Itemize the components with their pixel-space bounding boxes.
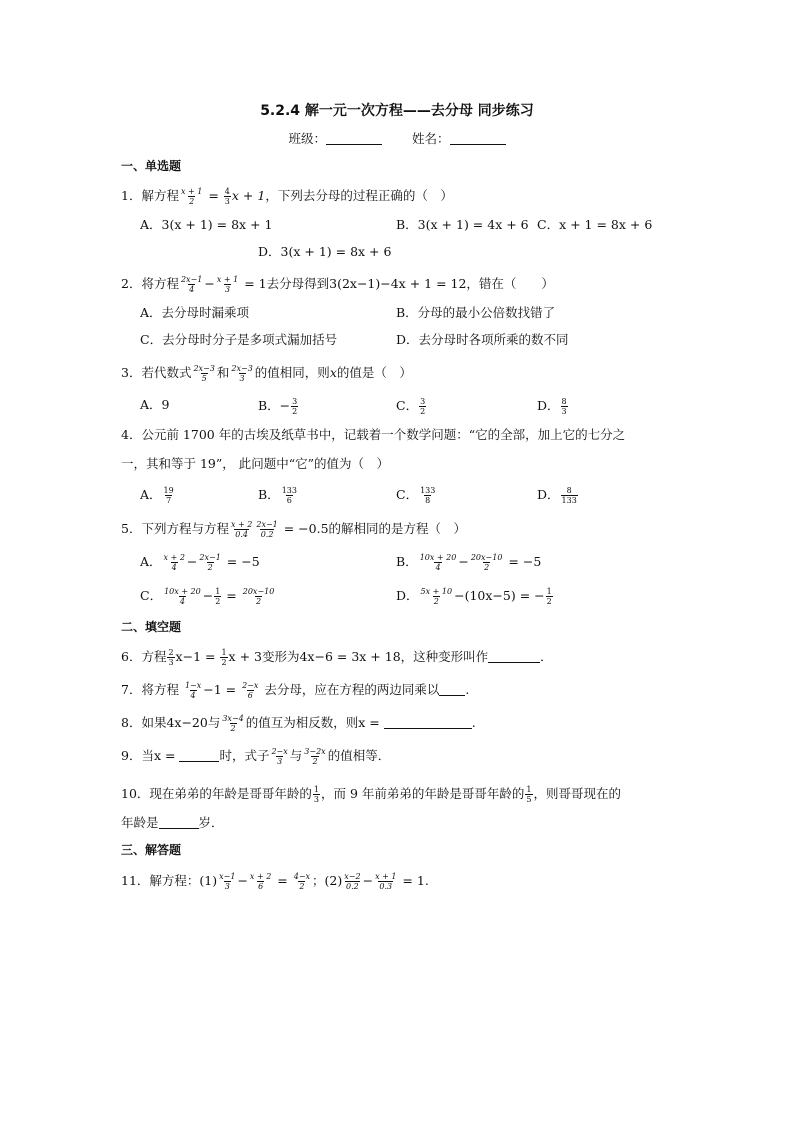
q3-option-d[interactable]: D． $\frac{8}{3}$ bbox=[537, 397, 567, 416]
question-6: 6．方程 $\frac{2}{3}$ x−1 = $\frac{1}{2}$ x + 3变形为4x−6 = 3x + 18，这种变形叫作 ． bbox=[121, 648, 553, 667]
question-10-line-1: 10．现在弟弟的年龄是哥哥年龄的 $\frac{1}{3}$ ，而 9 年前弟弟的年龄是哥哥年龄的 $\frac{1}{5}$ ，则哥哥现在的 bbox=[121, 785, 622, 804]
question-3-stem: 3．若代数式 $\frac{2x-3}{5}$ 和 $\frac{2x-3}{3}$ 的值相同，则x的值是（ ） bbox=[121, 364, 412, 383]
question-9: 9．当x = 时，式子 $\frac{2-x}{3}$ 与 $\frac{3-2x}{2}$ 的值相等． bbox=[121, 747, 391, 766]
q5-option-a[interactable]: A． $\frac{x + 2}{4}$ − $\frac{2x-1}{2}$ = −5 bbox=[140, 553, 260, 572]
fraction: $\frac{x + 1}{3}$ bbox=[216, 275, 239, 294]
answer-blank[interactable] bbox=[159, 816, 199, 829]
question-7: 7．将方程 $\frac{1-x}{4}$ −1 = $\frac{2-x}{6}$ 去分母，应在方程的两边同乘以 . bbox=[121, 681, 470, 700]
fraction: $\frac{4}{3}$ bbox=[224, 187, 230, 206]
answer-blank[interactable] bbox=[488, 650, 540, 663]
answer-blank[interactable] bbox=[439, 683, 465, 696]
name-label: 姓名： bbox=[411, 131, 450, 146]
q5-option-d[interactable]: D． $\frac{5x + 10}{2}$ −(10x−5) = − $\frac{1}{2}$ bbox=[396, 587, 552, 606]
question-1-stem: 1．解方程 $\frac{x + 1}{2}$ = $\frac{4}{3}$ x + 1，下列去分母的过程正确的（ ） bbox=[121, 187, 453, 206]
q2-option-d[interactable]: D．去分母时各项所乘的数不同 bbox=[396, 332, 569, 347]
q4-option-d[interactable]: D． $\frac{8}{133}$ bbox=[537, 486, 577, 505]
fraction: $\frac{2x-3}{5}$ bbox=[193, 364, 215, 383]
student-info bbox=[0, 129, 794, 147]
section-heading-single-choice: 一、单选题 bbox=[121, 159, 182, 173]
q1-option-c[interactable]: C．x + 1 = 8x + 6 bbox=[537, 217, 653, 232]
class-blank[interactable] bbox=[326, 132, 382, 145]
question-4-line-1: 4．公元前 1700 年的古埃及纸草书中，记载着一个数学问题：“它的全部，加上它的七分之 bbox=[121, 427, 626, 442]
q2-option-c[interactable]: C．去分母时分子是多项式漏加括号 bbox=[140, 332, 338, 347]
question-5-stem: 5．下列方程与方程 $\frac{x + 2}{0.4}$ $\frac{2x-1}{0.2}$ = −0.5的解相同的是方程（ ） bbox=[121, 520, 467, 539]
page-title: 5.2.4 解一元一次方程——去分母 同步练习 bbox=[260, 103, 534, 119]
q3-option-a[interactable]: A．9 bbox=[140, 397, 170, 412]
section-heading-solve: 三、解答题 bbox=[121, 843, 182, 857]
q2-option-b[interactable]: B．分母的最小公倍数找错了 bbox=[396, 305, 556, 320]
q1-option-d[interactable]: D．3(x + 1) = 8x + 6 bbox=[258, 244, 392, 259]
q4-option-a[interactable]: A． $\frac{19}{7}$ bbox=[140, 486, 174, 505]
answer-blank[interactable] bbox=[384, 716, 472, 729]
q1-option-b[interactable]: B．3(x + 1) = 4x + 6 bbox=[396, 217, 529, 232]
q4-option-b[interactable]: B． $\frac{133}{6}$ bbox=[258, 486, 297, 505]
fraction: $\frac{x + 1}{2}$ bbox=[180, 187, 203, 206]
q3-option-b[interactable]: B．− $\frac{3}{2}$ bbox=[258, 397, 298, 416]
q5-option-c[interactable]: C． $\frac{10x + 20}{4}$ − $\frac{1}{2}$ = $\frac{20x-10}{2}$ bbox=[140, 587, 275, 606]
question-8: 8．如果4x−20与 $\frac{3x-4}{2}$ 的值互为相反数，则x = . bbox=[121, 714, 476, 733]
answer-blank[interactable] bbox=[179, 749, 219, 762]
class-label: 班级： bbox=[288, 131, 327, 146]
question-4-line-2: 一，其和等于 19”， 此问题中“它”的值为（ ） bbox=[121, 456, 390, 471]
name-blank[interactable] bbox=[450, 132, 506, 145]
q5-option-b[interactable]: B． $\frac{10x + 20}{4}$ − $\frac{20x-10}{2}$ = −5 bbox=[396, 553, 542, 572]
question-11: 11．解方程：(1) $\frac{x-1}{3}$ − $\frac{x + 2}{6}$ = $\frac{4-x}{2}$ ；(2) $\frac{x-2}{0.2}$ − $\frac{x + 1}{0.3}$ = 1. bbox=[121, 872, 429, 891]
section-heading-fill-blank: 二、填空题 bbox=[121, 620, 182, 634]
q3-option-c[interactable]: C． $\frac{3}{2}$ bbox=[396, 397, 426, 416]
fraction: $\frac{x + 2}{0.4}$ bbox=[230, 520, 253, 539]
q2-option-a[interactable]: A．去分母时漏乘项 bbox=[140, 305, 250, 320]
fraction: $\frac{2x-1}{4}$ bbox=[180, 275, 203, 294]
question-2-stem: 2．将方程 $\frac{2x-1}{4}$ − $\frac{x + 1}{3}$ = 1去分母得到3(2x−1)−4x + 1 = 12，错在（ ） bbox=[121, 275, 554, 294]
question-10-line-2: 年龄是 岁． bbox=[121, 815, 224, 830]
fraction: $\frac{2x-1}{0.2}$ bbox=[256, 520, 278, 539]
q4-option-c[interactable]: C． $\frac{133}{8}$ bbox=[396, 486, 436, 505]
q1-option-a[interactable]: A．3(x + 1) = 8x + 1 bbox=[140, 217, 273, 232]
fraction: $\frac{2x-3}{3}$ bbox=[231, 364, 253, 383]
